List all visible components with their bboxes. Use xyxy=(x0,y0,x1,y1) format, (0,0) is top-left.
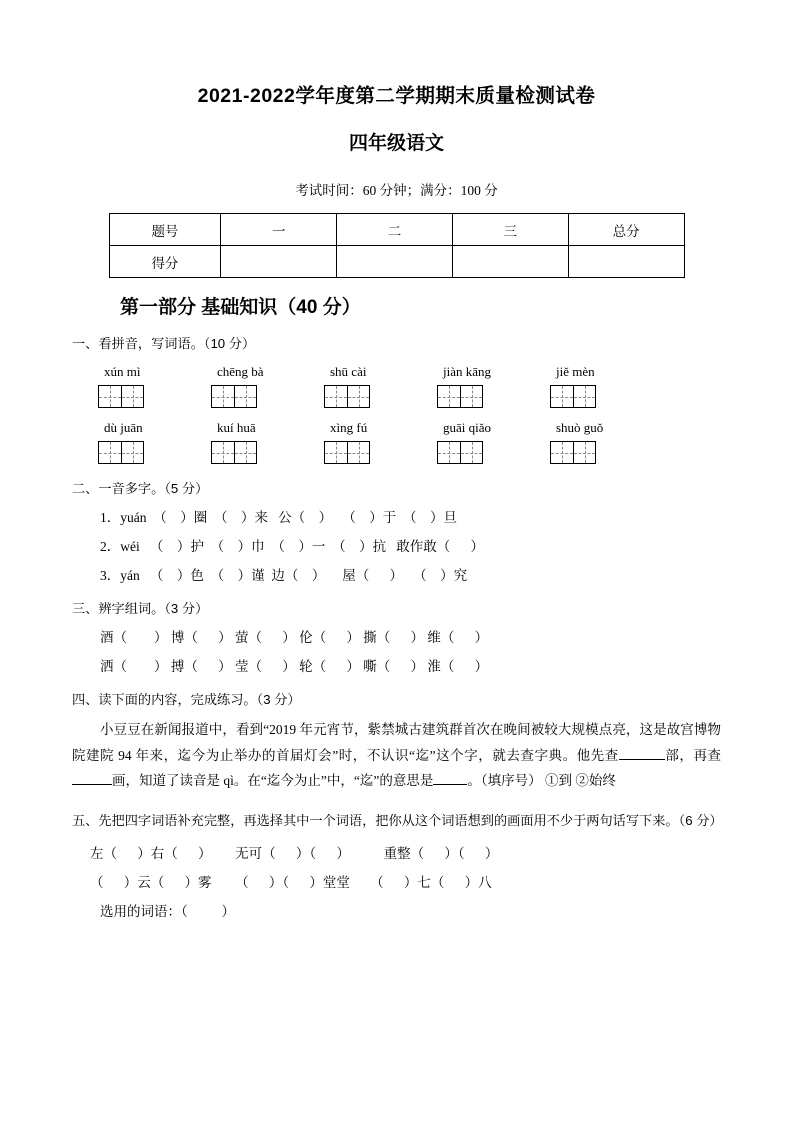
pinyin-label: dù juān xyxy=(104,420,143,435)
score-cell-2[interactable] xyxy=(337,246,453,278)
blank-strokes[interactable] xyxy=(72,784,112,785)
tianzi-grid[interactable] xyxy=(324,385,437,408)
pinyin-label: xún mì xyxy=(104,364,141,379)
tianzi-grid[interactable] xyxy=(550,441,663,464)
section-heading-part1: 第一部分 基础知识（40 分） xyxy=(120,297,361,318)
question-2-line-1[interactable]: 1．yuán （ ）圈 （ ）来 公（ ） （ ）于 （ ）旦 xyxy=(100,510,457,525)
pinyin-word-cell xyxy=(550,364,663,408)
pinyin-row-2 xyxy=(72,420,721,464)
tianzi-box[interactable] xyxy=(347,441,370,464)
question-2-line-3[interactable]: 3．yán （ ）色 （ ）谨 边（ ） 屋（ ） （ ）究 xyxy=(100,568,468,583)
pinyin-word-cell xyxy=(98,364,211,408)
question-3-line-2[interactable]: 洒（ ） 搏（ ） 莹（ ） 轮（ ） 嘶（ ） 淮（ ） xyxy=(100,659,489,674)
tianzi-box[interactable] xyxy=(211,441,234,464)
score-table-header-1: 一 xyxy=(221,214,337,246)
tianzi-grid[interactable] xyxy=(211,385,324,408)
question-2-prompt: 二、一音多字。（5 分） xyxy=(72,481,209,496)
score-cell-3[interactable] xyxy=(452,246,568,278)
tianzi-box[interactable] xyxy=(324,385,347,408)
tianzi-grid[interactable] xyxy=(211,441,324,464)
tianzi-box[interactable] xyxy=(460,385,483,408)
pinyin-word-cell xyxy=(324,420,437,464)
question-5-selected-word[interactable]: 选用的词语：（ ） xyxy=(100,904,235,919)
pinyin-word-cell xyxy=(437,420,550,464)
tianzi-box[interactable] xyxy=(121,441,144,464)
question-2-line-2[interactable]: 2．wéi （ ）护 （ ）巾 （ ）一 （ ）抗 敢作敢（ ） xyxy=(100,539,484,554)
pinyin-label: kuí huā xyxy=(217,420,256,435)
question-5-line-2[interactable]: （ ）云（ ）雾 （ ）（ ）堂堂 （ ）七（ ）八 xyxy=(90,875,492,890)
question-3-prompt: 三、辨字组词。（3 分） xyxy=(72,601,209,616)
page-subtitle: 四年级语文 xyxy=(348,133,444,154)
score-table-header-2: 二 xyxy=(337,214,453,246)
score-cell-1[interactable] xyxy=(221,246,337,278)
blank-meaning[interactable] xyxy=(433,784,467,785)
tianzi-box[interactable] xyxy=(98,385,121,408)
tianzi-box[interactable] xyxy=(437,385,460,408)
score-cell-total[interactable] xyxy=(568,246,684,278)
blank-radical[interactable] xyxy=(619,759,665,760)
score-table-header-3: 三 xyxy=(452,214,568,246)
pinyin-word-cell xyxy=(437,364,550,408)
tianzi-box[interactable] xyxy=(347,385,370,408)
table-row xyxy=(109,246,684,278)
pinyin-word-cell xyxy=(550,420,663,464)
tianzi-box[interactable] xyxy=(460,441,483,464)
question-1-prompt: 一、看拼音，写词语。（10 分） xyxy=(72,336,256,351)
tianzi-grid[interactable] xyxy=(437,385,550,408)
tianzi-box[interactable] xyxy=(550,385,573,408)
pinyin-word-cell xyxy=(98,420,211,464)
pinyin-row-1 xyxy=(72,364,721,408)
question-4-body-part1: 小豆豆在新闻报道中，看到“2019 年元宵节，紫禁城古建筑群首次在晚间被较大规模点亮，这是故宫博物院建院 94 年来，迄今为止举办的首届灯会”时，不认识“迄”这个字，就去查字典。他先查 xyxy=(72,722,721,763)
question-4-body-part2: 部，再查 xyxy=(664,747,721,763)
pinyin-label: shuò guǒ xyxy=(556,420,604,435)
tianzi-box[interactable] xyxy=(437,441,460,464)
question-4-body[interactable] xyxy=(72,717,721,794)
question-5-prompt: 五、先把四字词语补充完整，再选择其中一个词语，把你从这个词语想到的画面用不少于两句话写下来。（6 分） xyxy=(72,812,723,828)
score-table-row-label: 得分 xyxy=(109,246,221,278)
tianzi-box[interactable] xyxy=(98,441,121,464)
tianzi-grid[interactable] xyxy=(98,441,211,464)
pinyin-label: chēng bà xyxy=(217,364,264,379)
tianzi-box[interactable] xyxy=(211,385,234,408)
tianzi-grid[interactable] xyxy=(98,385,211,408)
question-4-body-part3: 画，知道了读音是 qì。在“迄今为止”中，“迄”的意思是 xyxy=(112,773,434,789)
pinyin-word-cell xyxy=(211,364,324,408)
tianzi-box[interactable] xyxy=(324,441,347,464)
tianzi-grid[interactable] xyxy=(324,441,437,464)
question-4-body-part4: 。（填序号） ①到 ②始终 xyxy=(467,773,616,789)
pinyin-word-cell xyxy=(324,364,437,408)
tianzi-grid[interactable] xyxy=(437,441,550,464)
question-3-line-1[interactable]: 酒（ ） 博（ ） 萤（ ） 伦（ ） 撕（ ） 维（ ） xyxy=(100,630,489,645)
tianzi-box[interactable] xyxy=(573,385,596,408)
tianzi-box[interactable] xyxy=(234,385,257,408)
pinyin-label: jiě mèn xyxy=(556,364,595,379)
pinyin-word-cell xyxy=(211,420,324,464)
table-row xyxy=(109,214,684,246)
tianzi-box[interactable] xyxy=(234,441,257,464)
question-5-line-1[interactable]: 左（ ）右（ ） 无可（ ）（ ） 重整（ ）（ ） xyxy=(90,846,499,861)
pinyin-label: xìng fú xyxy=(330,420,368,435)
score-table-header-total: 总分 xyxy=(568,214,684,246)
page-title: 2021-2022学年度第二学期期末质量检测试卷 xyxy=(197,85,596,107)
pinyin-label: jiàn kāng xyxy=(443,364,492,379)
pinyin-label: shū cài xyxy=(330,364,367,379)
pinyin-label: guāi qiǎo xyxy=(443,420,492,435)
question-4-prompt: 四、读下面的内容，完成练习。（3 分） xyxy=(72,692,301,707)
tianzi-grid[interactable] xyxy=(550,385,663,408)
exam-info: 考试时间：60 分钟；满分：100 分 xyxy=(295,183,498,198)
score-table xyxy=(109,213,685,278)
score-table-header-label: 题号 xyxy=(109,214,221,246)
tianzi-box[interactable] xyxy=(573,441,596,464)
tianzi-box[interactable] xyxy=(121,385,144,408)
tianzi-box[interactable] xyxy=(550,441,573,464)
